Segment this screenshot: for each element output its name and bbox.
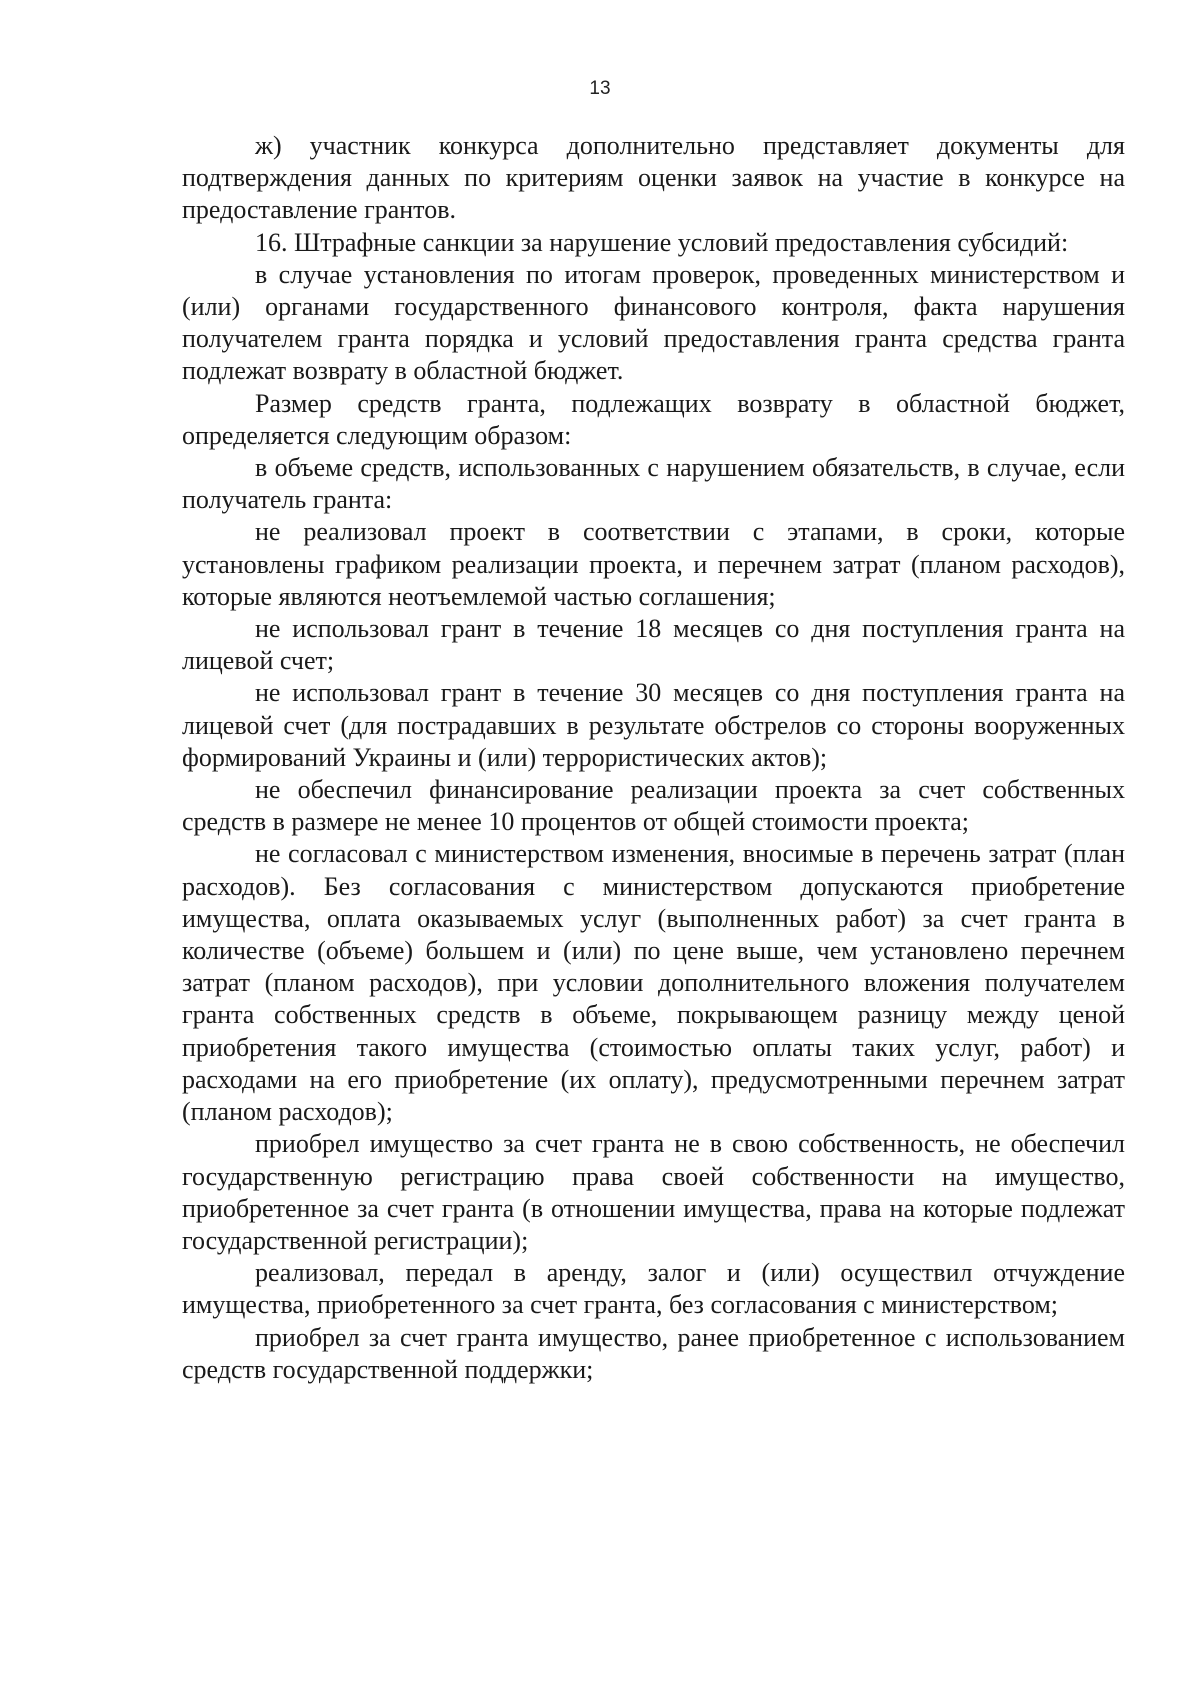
paragraph-refund-amount: Размер средств гранта, подлежащих возврату в областной бюджет, определяется следующим образом: <box>182 388 1125 450</box>
paragraph-own-funds: не обеспечил финансирование реализации проекта за счет собственных средств в размере не менее 10 процентов от общей стоимости проекта; <box>182 775 1125 837</box>
paragraph-project-not-implemented: не реализовал проект в соответствии с этапами, в сроки, которые установлены графиком реализации проекта, и перечнем затрат (планом расходов), которые являются неотъемлемой частью соглашения; <box>182 517 1125 611</box>
page-number: 13 <box>589 78 611 99</box>
paragraph-misused-funds: в объеме средств, использованных с нарушением обязательств, в случае, если получатель гранта: <box>182 453 1125 515</box>
paragraph-item-zh: ж) участник конкурса дополнительно представляет документы для подтверждения данных по критериям оценки заявок на участие в конкурсе на предоставление грантов. <box>182 131 1125 225</box>
document-body <box>182 130 1125 1386</box>
paragraph-property-disposal: реализовал, передал в аренду, залог и (или) осуществил отчуждение имущества, приобретенного за счет гранта, без согласования с министерством; <box>182 1258 1125 1320</box>
paragraph-property-ownership: приобрел имущество за счет гранта не в свою собственность, не обеспечил государственную регистрацию права своей собственности на имущество, приобретенное за счет гранта (в отношении имущества, права на которые подлежат государственной регистрации); <box>182 1129 1125 1255</box>
paragraph-previously-acquired: приобрел за счет гранта имущество, ранее приобретенное с использованием средств государственной поддержки; <box>182 1322 1125 1384</box>
paragraph-section-16-heading: 16. Штрафные санкции за нарушение условий предоставления субсидий: <box>255 227 1069 257</box>
paragraph-inspection-violation: в случае установления по итогам проверок, проведенных министерством и (или) органами государственного финансового контроля, факта нарушения получателем гранта порядка и условий предоставления гранта средства гранта подлежат возврату в областной бюджет. <box>182 259 1125 386</box>
paragraph-30-months: не использовал грант в течение 30 месяцев со дня поступления гранта на лицевой счет (для пострадавших в результате обстрелов со стороны вооруженных формирований Украины и (или) террористических актов); <box>182 678 1125 772</box>
paragraph-cost-changes: не согласовал с министерством изменения, вносимые в перечень затрат (план расходов). Без согласования с министерством допускаются приобретение имущества, оплата оказываемых услуг (выполненных работ) за счет гранта в количестве (объеме) большем и (или) по цене выше, чем установлено перечнем затрат (планом расходов), при условии дополнительного вложения получателем гранта собственных средств в объеме, покрывающем разницу между ценой приобретения такого имущества (стоимостью оплаты таких услуг, работ) и расходами на его приобретение (их оплату), предусмотренными перечнем затрат (планом расходов); <box>182 839 1125 1127</box>
paragraph-18-months: не использовал грант в течение 18 месяцев со дня поступления гранта на лицевой счет; <box>182 614 1125 676</box>
